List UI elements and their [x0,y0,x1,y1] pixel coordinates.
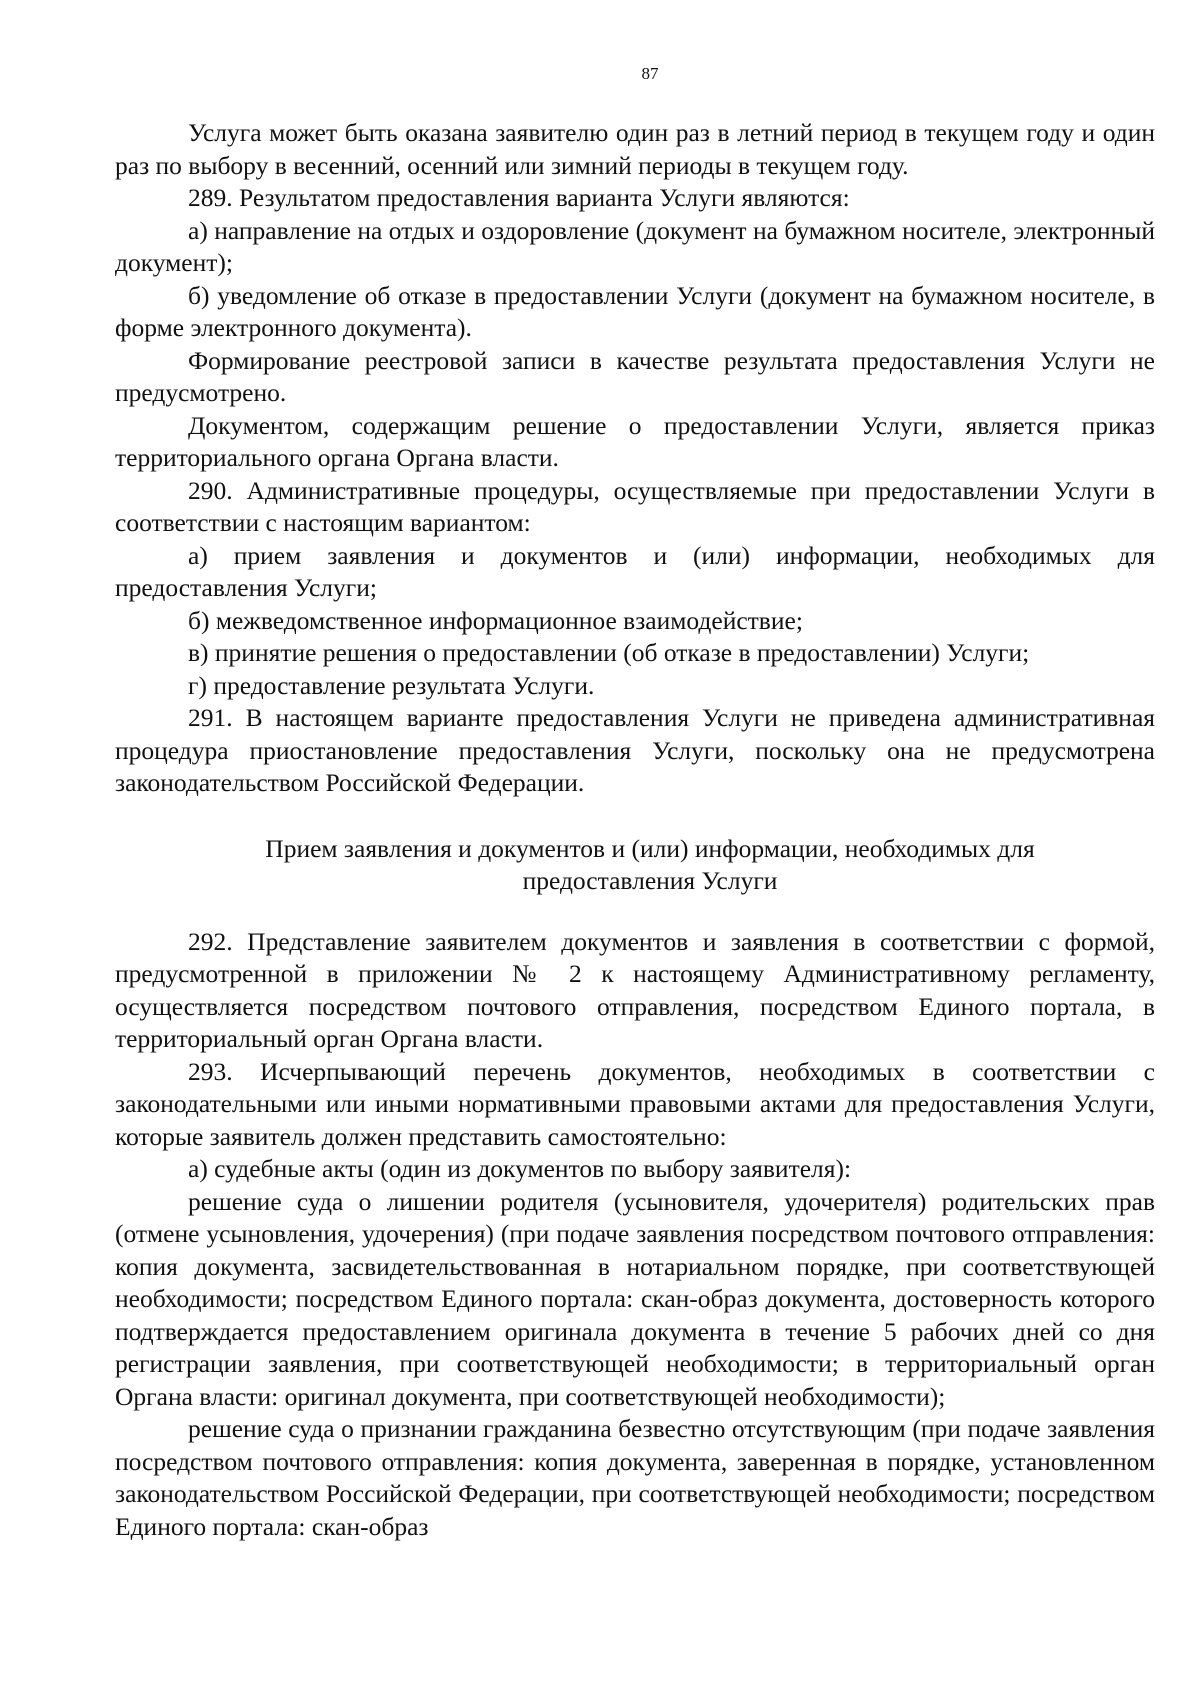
paragraph: 290. Административные процедуры, осуществляемые при предоставлении Услуги в соответствии с настоящим вариантом: [115,475,1155,537]
paragraph: Документом, содержащим решение о предоставлении Услуги, является приказ территориального органа Органа власти. [115,410,1155,472]
paragraph: в) принятие решения о предоставлении (об отказе в предоставлении) Услуги; [188,638,1030,667]
paragraph: Услуга может быть оказана заявителю один раз в летний период в текущем году и один раз по выбору в весенний, осенний или зимний периоды в текущем году. [115,118,1155,180]
paragraph: Формирование реестровой записи в качестве результата предоставления Услуги не предусмотрено. [115,345,1155,407]
paragraph: г) предоставление результата Услуги. [188,670,595,700]
paragraph: а) прием заявления и документов и (или) информации, необходимых для предоставления Услуги; [115,540,1155,602]
paragraph: 289. Результатом предоставления варианта Услуги являются: [188,183,850,212]
paragraph: б) уведомление об отказе в предоставлении Услуги (документ на бумажном носителе, в форме электронного документа). [115,280,1155,342]
paragraph: 292. Представление заявителем документов и заявления в соответствии с формой, предусмотренной в приложении № 2 к настоящему Административному регламенту, осуществляется посредством почтового отправления, посредством Единого портала, в территориальный орган Органа власти. [115,926,1155,1053]
paragraph: б) межведомственное информационное взаимодействие; [188,605,803,635]
section-heading-line: предоставления Услуги [522,866,778,895]
paragraph: 293. Исчерпывающий перечень документов, необходимых в соответствии с законодательными или иными нормативными правовыми актами для предоставления Услуги, которые заявитель должен представить самостоятельно: [115,1056,1155,1151]
paragraph: 291. В настоящем варианте предоставления Услуги не приведена административная процедура приостановление предоставления Услуги, поскольку она не предусмотрена законодательством Российской Федерации. [115,703,1155,797]
paragraph: решение суда о лишении родителя (усыновителя, удочерителя) родительских прав (отмене усыновления, удочерения) (при подаче заявления посредством почтового отправления: копия документа, засвидетельствованная в нотариальном порядке, при соответствующей необходимости; посредством Единого портала: скан-образ документа, достоверность которого подтверждается предоставлением оригинала документа в течение 5 рабочих дней со дня регистрации заявления, при соответствующей необходимости; в территориальный орган Органа власти: оригинал документа, при соответствующей необходимости); [115,1186,1155,1411]
paragraph: а) судебные акты (один из документов по выбору заявителя): [188,1154,852,1183]
paragraph: решение суда о признании гражданина безвестно отсутствующим (при подаче заявления посредством почтового отправления: копия документа, заверенная в порядке, установленном законодательством Российской Федерации, при соответствующей необходимости; посредством Единого портала: скан-образ [115,1414,1155,1541]
section-heading-line: Прием заявления и документов и (или) информации, необходимых для [265,833,1035,863]
page-number: 87 [641,64,659,83]
section-heading [115,833,1155,898]
paragraph: а) направление на отдых и оздоровление (документ на бумажном носителе, электронный документ); [115,215,1155,277]
